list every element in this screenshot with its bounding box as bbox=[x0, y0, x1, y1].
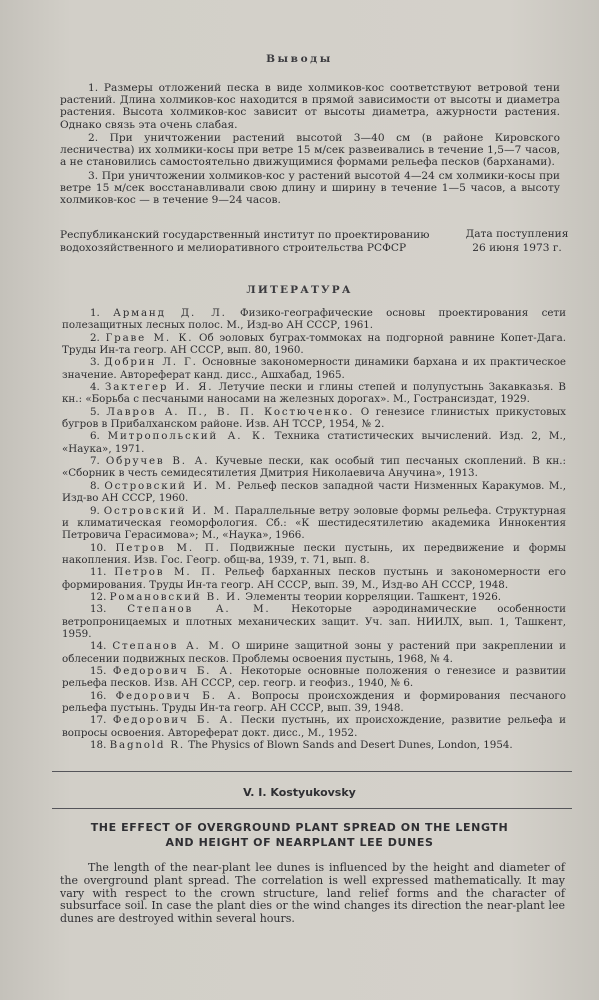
reference-item bbox=[62, 381, 566, 406]
conclusion-item-1: 1. Размеры отложений песка в виде холмиков-кос соответствуют ветровой тени растений. Длина холмиков-кос находится в прямой зависимости от высоты и диаметра растения. Высота холмиков-кос зависит от высоты диаметра, ажурности растения. Однако связь эта очень слабая. bbox=[60, 82, 560, 131]
english-author: V. I. Kostyukovsky bbox=[243, 786, 356, 799]
conclusion-item-2: 2. При уничтожении растений высотой 3—40 см (в районе Кировского лесничества) их холмики-косы при ветре 15 м/сек развеивались в течение 1,5—7 часов, а не становились самостоятельно движущимися формами рельефа песков (барханами). bbox=[60, 132, 560, 169]
ref-number: 1. bbox=[90, 307, 100, 319]
reference-item bbox=[62, 356, 566, 381]
ref-author: Степанов А. М. bbox=[112, 640, 226, 653]
ref-author: Добрин Л. Г. bbox=[104, 356, 198, 369]
section-divider-bottom bbox=[52, 808, 572, 809]
ref-number: 14. bbox=[90, 640, 107, 653]
literature-heading: ЛИТЕРАТУРА bbox=[246, 284, 353, 296]
ref-author: Островский И. М. bbox=[104, 479, 233, 492]
ref-author: Степанов А. М. bbox=[127, 603, 271, 616]
ref-author: Петров М. П. bbox=[115, 541, 221, 554]
ref-number: 18. bbox=[90, 739, 107, 752]
ref-text: Некоторые аэродинамические особенности ветропроницаемых и плотных механических защит. Уч. зап. НИИЛХ, вып. 1, Ташкент, 1959. bbox=[62, 603, 566, 640]
ref-text: Летучие пески и глины степей и полупустынь Закавказья. В кн.: «Борьба с песчаными наносами на железных дорогах». М., Гострансиздат, 1929. bbox=[62, 381, 567, 406]
reference-item bbox=[62, 542, 566, 567]
ref-text: Техника статистических вычислений. Изд. 2, М., «Наука», 1971. bbox=[62, 430, 566, 455]
ref-text: Рельеф барханных песков пустынь и закономерности его формирования. Труды Ин-та геогр. АН СССР, вып. 39, М., Изд-во АН СССР, 1948. bbox=[62, 566, 566, 591]
reference-item bbox=[62, 505, 566, 542]
reference-item bbox=[62, 603, 566, 640]
ref-number: 5. bbox=[90, 405, 100, 418]
section-divider-top bbox=[52, 771, 572, 772]
ref-number: 10. bbox=[90, 541, 107, 554]
conclusions-heading: Выводы bbox=[266, 53, 333, 65]
english-abstract: The length of the near-plant lee dunes is influenced by the height and diameter of the overground plant spread. The correlation is well expressed mathematically. It may vary with respect to the crown structure, land relief forms and the character of subsurface soil. In case the plant dies or the wind changes its direction the near-plant lee dunes are destroyed within several hours. bbox=[60, 861, 565, 926]
ref-number: 2. bbox=[90, 331, 100, 344]
reference-item bbox=[62, 332, 566, 357]
ref-text: О генезисе глинистых прикустовых бугров в Прибалханском районе. Изв. АН ТССР, 1954, № 2. bbox=[62, 405, 566, 431]
ref-number: 16. bbox=[90, 689, 107, 702]
reference-item bbox=[62, 690, 566, 715]
ref-author: Федорович Б. А. bbox=[112, 664, 235, 677]
ref-number: 15. bbox=[90, 664, 107, 677]
ref-text: Подвижные пески пустынь, их передвижение и формы накопления. Изв. Гос. Геогр. общ-ва, 1939, т. 71, вып. 8. bbox=[62, 541, 566, 566]
ref-text: Параллельные ветру эоловые формы рельефа. Структурная и климатическая геоморфология. Сб.: «К шестидесятилетию академика Иннокентия Петровича Герасимова»; М., «Наука», 1966. bbox=[62, 504, 566, 542]
ref-number: 7. bbox=[90, 455, 100, 468]
reference-list bbox=[62, 307, 566, 751]
ref-text: Вопросы происхождения и формирования песчаного рельефа пустынь. Труды Ин-та геогр. АН СССР, вып. 39, 1948. bbox=[62, 689, 566, 714]
ref-author: Романовский В. И. bbox=[109, 590, 242, 603]
ref-number: 17. bbox=[90, 714, 107, 727]
ref-author: Митропольский А. К. bbox=[107, 430, 267, 443]
reference-item bbox=[62, 307, 566, 332]
ref-author: Граве М. К. bbox=[105, 331, 194, 344]
conclusion-item-3: 3. При уничтожении холмиков-кос у растений высотой 4—24 см холмики-косы при ветре 15 м/сек восстанавливали свою длину и ширину в течение 1—5 часов, а высоту холмиков-кос — в течение 9—24 часов. bbox=[60, 170, 560, 207]
reference-item bbox=[62, 640, 566, 665]
received-label: Дата поступления bbox=[465, 228, 569, 240]
received-date: 26 июня 1973 г. bbox=[472, 242, 562, 254]
reference-item bbox=[62, 591, 566, 603]
ref-author: Зактегер И. Я. bbox=[105, 381, 214, 394]
ref-number: 11. bbox=[90, 566, 107, 579]
english-title-line-1: THE EFFECT OF OVERGROUND PLANT SPREAD ON THE LENGTH bbox=[90, 821, 509, 834]
reference-item bbox=[62, 406, 566, 431]
reference-item bbox=[62, 739, 566, 751]
reference-item bbox=[62, 714, 566, 739]
ref-text: Об эоловых буграх-томмоках на подгорной равнине Копет-Дага. Труды Ин-та геогр. АН СССР, вып. 80, 1960. bbox=[62, 331, 567, 357]
ref-author: Петров М. П. bbox=[114, 566, 217, 579]
ref-author: Арманд Д. Л. bbox=[113, 307, 227, 319]
ref-author: Лавров А. П., В. П. Костюченко. bbox=[106, 405, 355, 418]
ref-text: Кучевые пески, как особый тип песчаных скоплений. В кн.: «Сборник в честь семидесятилетия Дмитрия Николаевича Анучина», 1913. bbox=[62, 455, 566, 480]
ref-author: Bagnold R. bbox=[109, 739, 185, 752]
ref-text: Пески пустынь, их происхождение, развитие рельефа и вопросы освоения. Автореферат докт. дисс., М., 1952. bbox=[62, 714, 566, 739]
ref-text: Элементы теории корреляции. Ташкент, 1926. bbox=[241, 590, 502, 603]
ref-text: Физико-географические основы проектирования сети полезащитных лесных полос. М., Изд-во АН СССР, 1961. bbox=[62, 307, 566, 332]
reference-item bbox=[62, 665, 566, 690]
ref-author: Федорович Б. А. bbox=[115, 689, 243, 702]
ref-text: Рельеф песков западной части Низменных Каракумов. М., Изд-во АН СССР, 1960. bbox=[62, 479, 566, 505]
ref-text: О ширине защитной зоны у растений при закреплении и облесении подвижных песков. Проблемы освоения пустынь, 1968, № 4. bbox=[62, 640, 566, 665]
ref-number: 4. bbox=[90, 381, 100, 394]
english-title-line-2: AND HEIGHT OF NEARPLANT LEE DUNES bbox=[165, 836, 434, 849]
ref-number: 8. bbox=[90, 479, 100, 492]
ref-number: 3. bbox=[90, 356, 100, 369]
ref-text: The Physics of Blown Sands and Desert Dunes, London, 1954. bbox=[184, 739, 513, 752]
ref-author: Федорович Б. А. bbox=[112, 714, 235, 727]
ref-text: Некоторые основные положения о генезисе и развитии рельефа песков. Изв. АН СССР, сер. геогр. и геофиз., 1940, № 6. bbox=[62, 664, 566, 690]
ref-author: Обручев В. А. bbox=[105, 455, 210, 468]
ref-number: 13. bbox=[90, 603, 107, 616]
reference-item bbox=[62, 455, 566, 480]
reference-item bbox=[62, 480, 566, 505]
ref-text: Основные закономерности динамики бархана и их практическое значение. Автореферат канд. дисс., Ашхабад, 1965. bbox=[62, 356, 566, 381]
ref-number: 12. bbox=[90, 590, 107, 603]
reference-item bbox=[62, 566, 566, 591]
ref-number: 6. bbox=[90, 430, 100, 443]
reference-item bbox=[62, 430, 566, 455]
ref-number: 9. bbox=[90, 504, 100, 517]
english-title bbox=[0, 820, 599, 850]
ref-author: Островский И. М. bbox=[103, 504, 231, 517]
received-date-block bbox=[462, 227, 572, 255]
institution-affiliation: Республиканский государственный институт по проектированию водохозяйственного и мелиоративного строительства РСФСР bbox=[60, 229, 430, 254]
